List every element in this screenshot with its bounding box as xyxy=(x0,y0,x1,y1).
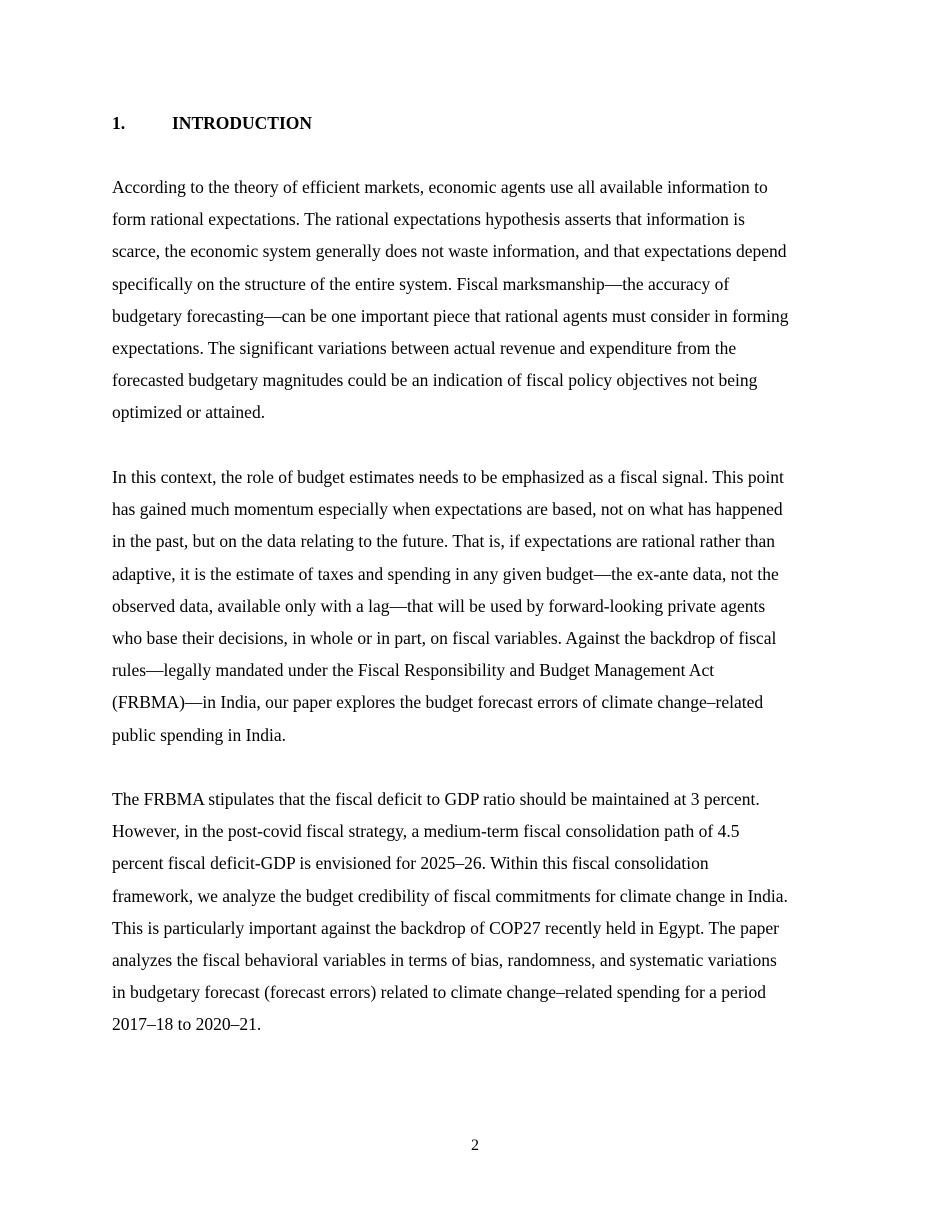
text-line: rules—legally mandated under the Fiscal Responsibility and Budget Management Act xyxy=(112,660,715,681)
text-line: framework, we analyze the budget credibility of fiscal commitments for climate change in India. xyxy=(112,885,788,906)
text-line: in budgetary forecast (forecast errors) related to climate change–related spending for a period xyxy=(112,982,767,1003)
text-line: budgetary forecasting—can be one important piece that rational agents must consider in forming xyxy=(112,305,789,326)
text-line: This is particularly important against the backdrop of COP27 recently held in Egypt. The paper xyxy=(112,917,779,938)
text-line: scarce, the economic system generally does not waste information, and that expectations depend xyxy=(112,241,787,262)
section-number: 1. xyxy=(112,113,126,133)
section-heading xyxy=(112,112,312,134)
text-line: 2017–18 to 2020–21. xyxy=(112,1014,262,1035)
section-title: INTRODUCTION xyxy=(172,113,313,133)
text-line: The FRBMA stipulates that the fiscal deficit to GDP ratio should be maintained at 3 percent. xyxy=(112,789,760,809)
page-number: 2 xyxy=(471,1137,479,1154)
paragraph-budget-estimates xyxy=(112,461,836,751)
text-line: has gained much momentum especially when expectations are based, not on what has happened xyxy=(112,499,783,520)
text-line: adaptive, it is the estimate of taxes and spending in any given budget—the ex-ante data, not the xyxy=(112,563,779,584)
text-line: optimized or attained. xyxy=(112,402,266,423)
text-line: According to the theory of efficient markets, economic agents use all available information to xyxy=(112,177,768,197)
text-line: In this context, the role of budget estimates needs to be emphasized as a fiscal signal. This point xyxy=(112,467,784,487)
paragraph-frbma xyxy=(112,783,836,1041)
text-line: percent fiscal deficit-GDP is envisioned for 2025–26. Within this fiscal consolidation xyxy=(112,853,709,874)
paragraph-efficient-markets xyxy=(112,171,836,429)
text-line: expectations. The significant variations between actual revenue and expenditure from the xyxy=(112,338,737,359)
text-line: forecasted budgetary magnitudes could be an indication of fiscal policy objectives not being xyxy=(112,370,758,391)
text-line: who base their decisions, in whole or in part, on fiscal variables. Against the backdrop of fiscal xyxy=(112,628,777,649)
text-line: observed data, available only with a lag—that will be used by forward-looking private agents xyxy=(112,595,766,616)
text-line: (FRBMA)—in India, our paper explores the budget forecast errors of climate change–related xyxy=(112,692,764,713)
text-line: form rational expectations. The rational expectations hypothesis asserts that information is xyxy=(112,209,745,230)
text-line: However, in the post-covid fiscal strategy, a medium-term fiscal consolidation path of 4.5 xyxy=(112,821,740,842)
text-line: in the past, but on the data relating to the future. That is, if expectations are rational rather than xyxy=(112,531,775,552)
text-line: specifically on the structure of the entire system. Fiscal marksmanship—the accuracy of xyxy=(112,273,730,294)
text-line: public spending in India. xyxy=(112,724,287,745)
text-line: analyzes the fiscal behavioral variables in terms of bias, randomness, and systematic variations xyxy=(112,950,777,971)
